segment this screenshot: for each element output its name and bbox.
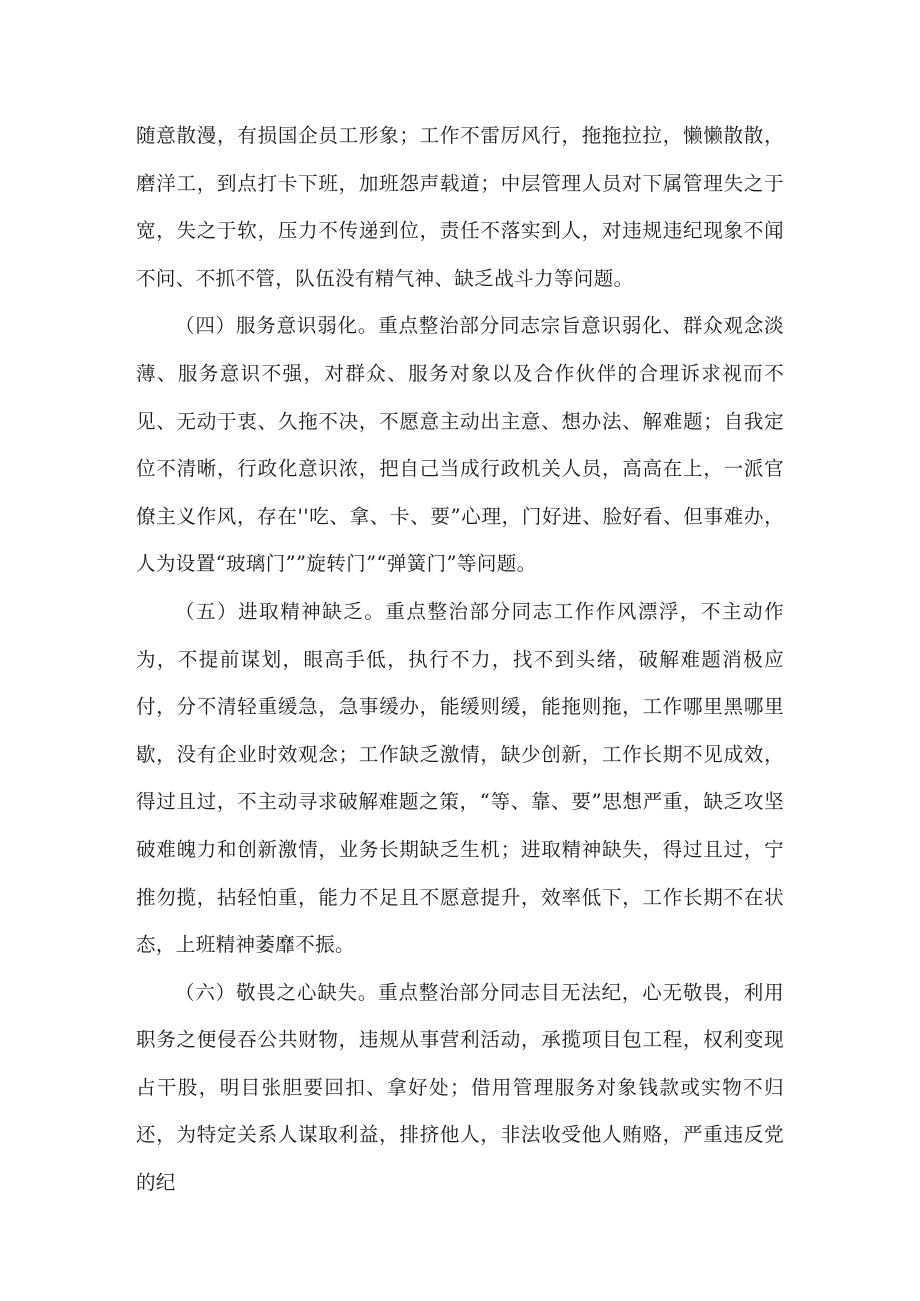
paragraph-section-6: （六）敬畏之心缺失。重点整治部分同志目无法纪，心无敬畏，利用职务之便侵吞公共财物，违规从事营利活动，承揽项目包工程，权利变现占干股，明目张胆要回扣、拿好处；借用管理服务对象钱款或实物不归还，为特定关系人谋取利益，排挤他人，非法收受他人贿赂，严重违反党的纪 [136,980,784,1195]
document-body [136,112,784,1207]
paragraph-section-4: （四）服务意识弱化。重点整治部分同志宗旨意识弱化、群众观念淡薄、服务意识不强，对群众、服务对象以及合作伙伴的合理诉求视而不见、无动于衷、久拖不决，不愿意主动出主意、想办法、解难题；自我定位不清晰，行政化意识浓，把自己当成行政机关人员，高高在上，一派官僚主义作风，存在''吃、拿、卡、要”心理，门好进、脸好看、但事难办，人为设置“玻璃门””旋转门”“弹簧门”等问题。 [136,314,784,576]
paragraph-section-5: （五）进取精神缺乏。重点整治部分同志工作作风漂浮，不主动作为，不提前谋划，眼高手低，执行不力，找不到头绪，破解难题消极应付，分不清轻重缓急，急事缓办，能缓则缓，能拖则拖，工作哪里黑哪里歇，没有企业时效观念；工作缺乏激情，缺少创新，工作长期不见成效，得过且过，不主动寻求破解难题之策，“等、靠、要”思想严重，缺乏攻坚破难魄力和创新激情，业务长期缺乏生机；进取精神缺失，得过且过，宁推勿揽，拈轻怕重，能力不足且不愿意提升，效率低下，工作长期不在状态，上班精神萎靡不振。 [136,599,784,957]
paragraph-continuation: 随意散漫，有损国企员工形象；工作不雷厉风行，拖拖拉拉，懒懒散散，磨洋工，到点打卡下班，加班怨声载道；中层管理人员对下属管理失之于宽，失之于软，压力不传递到位，责任不落实到人，对违规违纪现象不闻不问、不抓不管，队伍没有精气神、缺乏战斗力等问题。 [136,124,784,290]
